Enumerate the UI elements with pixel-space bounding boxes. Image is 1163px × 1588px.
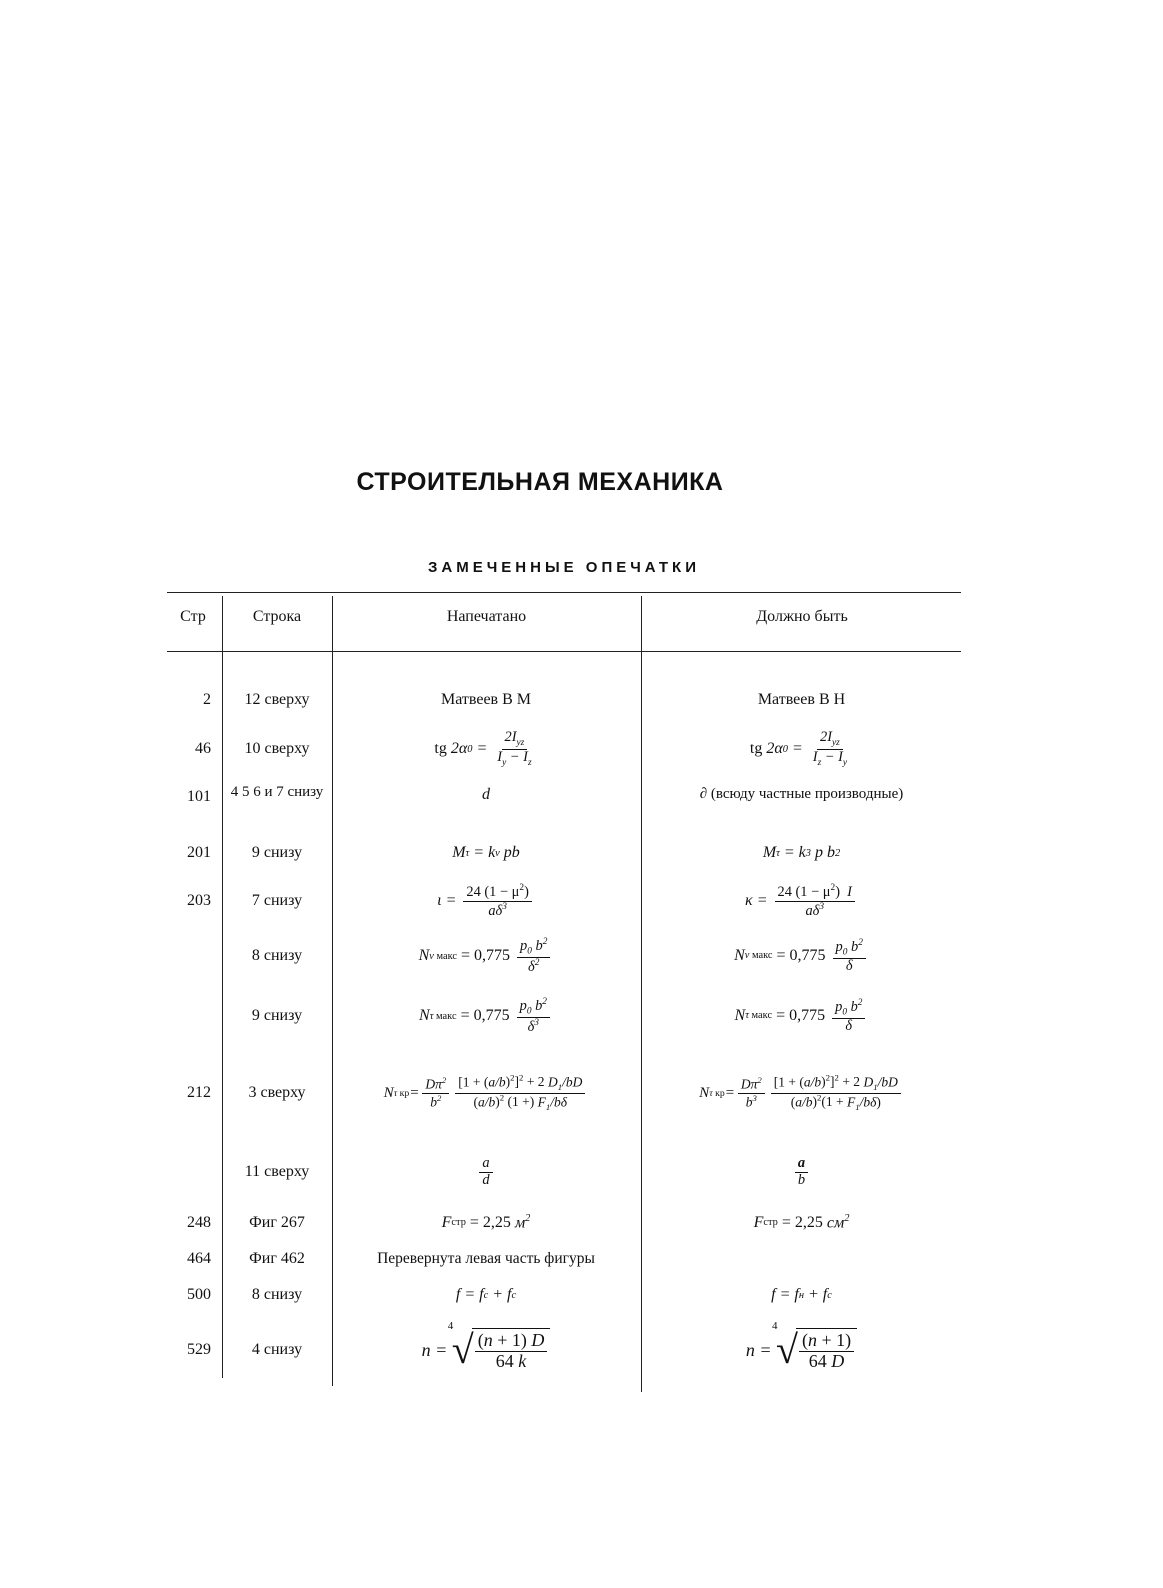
table-row: [167, 1208, 961, 1238]
corrected-formula: [642, 1050, 961, 1136]
table-title: ЗАМЕЧЕННЫЕ ОПЕЧАТКИ: [428, 559, 700, 576]
printed-formula: [333, 1322, 639, 1378]
table-top-rule: [167, 592, 961, 593]
printed-text: d: [482, 786, 490, 803]
page-number: 201: [187, 844, 211, 861]
page-number: [167, 934, 211, 978]
formula-ratio: $\frac{a}{b}$: [792, 1156, 811, 1189]
formula-tg2a: tg 2α 0 = $\frac{2I_{yz}}{I_y - I_z}$: [434, 729, 532, 768]
printed-formula: [333, 1208, 639, 1238]
formula-n-critical: N τ кр = $\frac{D\pi^2}{b^3}$ $\frac{[1 + (a/b)^2]^2 + 2 D_1/bD}{(a/b)^2(1 + F_1/b\delta)}$: [699, 1074, 904, 1113]
table-row: [167, 1150, 961, 1194]
formula-kappa: ι = $\frac{24 (1 - \mu^2)}{a\delta^3}$: [437, 883, 535, 919]
line-ref: 9 снизу: [251, 1007, 303, 1024]
page-number: [167, 994, 211, 1038]
corrected-formula: [642, 1208, 961, 1238]
corrected-formula: [642, 1322, 961, 1378]
line-ref: 8 снизу: [251, 947, 303, 964]
corrected-formula: [642, 724, 961, 774]
formula-n-max: N ν макс = 0,775 $\frac{p_0 b^2}{\delta}$: [734, 938, 869, 975]
line-ref: 10 сверху: [244, 740, 310, 757]
formula-root: n = 4 √ $\frac{(n + 1)}{64 D}$: [746, 1328, 857, 1372]
formula-frequency: f = f c + f c: [455, 1286, 517, 1303]
page-number: 46: [195, 740, 211, 757]
corrected-text: Матвеев В Н: [757, 691, 846, 708]
page-number: 248: [187, 1214, 211, 1231]
page-number: 212: [187, 1084, 211, 1101]
table-row: [167, 784, 961, 824]
printed-formula: [333, 838, 639, 868]
page-number: 500: [187, 1286, 211, 1303]
line-ref: 7 снизу: [251, 892, 303, 909]
corrected-text: [642, 1244, 961, 1274]
table-row: [167, 724, 961, 774]
formula-n-max: N τ макс = 0,775 $\frac{p_0 b^2}{\delta^3}$: [419, 997, 553, 1036]
printed-text: Матвеев В М: [440, 691, 532, 708]
line-ref: 9 снизу: [251, 844, 303, 861]
line-ref: Фиг 267: [249, 1214, 305, 1231]
table-row: [167, 994, 961, 1038]
table-row: [167, 1280, 961, 1310]
table-row: [167, 1322, 961, 1378]
table-row: [167, 876, 961, 926]
printed-formula: [333, 1280, 639, 1310]
line-ref: 4 снизу: [251, 1341, 303, 1358]
formula-area: F стр = 2,25 $см^2$: [753, 1213, 850, 1232]
formula-kappa: κ = $\frac{24 (1 - \mu^2) I}{a\delta^3}$: [745, 883, 858, 919]
corrected-text: ∂ (всюду частные производные): [699, 786, 904, 802]
page-number: [167, 1150, 211, 1194]
formula-moment: M τ = k v pb: [452, 844, 520, 861]
line-ref: Фиг 462: [249, 1250, 305, 1267]
printed-formula: [333, 876, 639, 926]
corrected-formula: [642, 1280, 961, 1310]
printed-formula: [333, 994, 639, 1038]
table-row: [167, 1244, 961, 1274]
line-ref: 8 снизу: [251, 1286, 303, 1303]
formula-n-max: N ν макс = 0,775 $\frac{p_0 b^2}{\delta^2}$: [419, 937, 554, 976]
corrected-formula: [642, 994, 961, 1038]
table-row: [167, 838, 961, 868]
table-row: [167, 934, 961, 978]
table-row: [167, 686, 961, 714]
page-number: 203: [187, 892, 211, 909]
table-header-rule: [167, 651, 961, 652]
formula-ratio: $\frac{a}{d}$: [476, 1156, 495, 1189]
header-should-be: Должно быть: [756, 608, 848, 625]
printed-formula: [333, 934, 639, 978]
page-number: 2: [203, 691, 211, 708]
line-ref: 12 сверху: [244, 691, 310, 708]
line-ref: 11 сверху: [244, 1163, 310, 1180]
corrected-formula: [642, 876, 961, 926]
printed-formula: [333, 1150, 639, 1194]
corrected-formula: [642, 838, 961, 868]
formula-frequency: f = f н + f c: [771, 1286, 832, 1303]
header-printed: Напечатано: [446, 608, 527, 625]
page-number: 464: [187, 1250, 211, 1267]
corrected-formula: [642, 934, 961, 978]
page-number: 101: [187, 788, 211, 805]
line-ref: 3 сверху: [248, 1084, 306, 1101]
header-page: Стр: [180, 608, 206, 625]
page-number: 529: [187, 1341, 211, 1358]
printed-formula: [333, 724, 639, 774]
formula-moment: M τ = k 3 p b 2: [762, 844, 841, 861]
formula-area: F стр = 2,25 $м^2$: [441, 1213, 531, 1232]
formula-root: n = 4 √ $\frac{(n + 1) D}{64 k}$: [422, 1328, 551, 1372]
formula-n-max: N τ макс = 0,775 $\frac{p_0 b^2}{\delta}$: [735, 998, 869, 1035]
line-ref: 4 5 6 и 7 снизу: [230, 784, 324, 800]
formula-n-critical: N τ кр = $\frac{D\pi^2}{b^2}$ $\frac{[1 + (a/b)^2]^2 + 2 D_1/bD}{(a/b)^2 (1 +) F_1/b\delta}$: [384, 1074, 589, 1113]
formula-tg2a: tg 2α 0 = $\frac{2I_{yz}}{I_z - I_y}$: [749, 729, 848, 768]
corrected-formula: [642, 1150, 961, 1194]
table-row: [167, 1050, 961, 1136]
printed-formula: [333, 1050, 639, 1136]
header-line: Строка: [252, 608, 302, 625]
printed-text: Перевернута левая часть фигуры: [377, 1250, 595, 1267]
page-title: СТРОИТЕЛЬНАЯ МЕХАНИКА: [356, 468, 724, 496]
